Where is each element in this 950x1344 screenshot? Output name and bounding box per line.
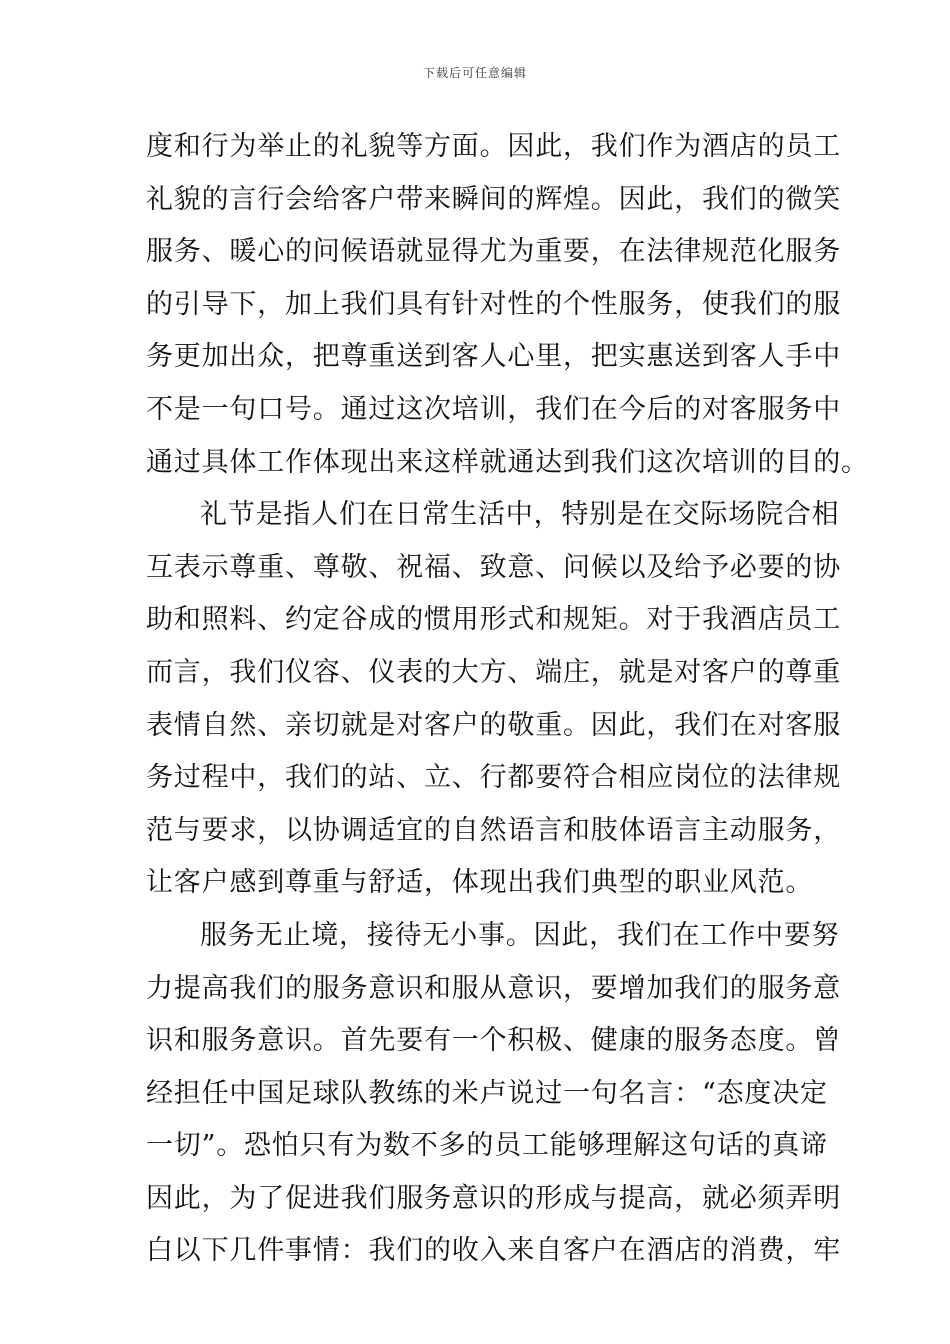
text-line: 服务、暖心的问候语就显得尤为重要，在法律规范化服务 <box>146 236 841 268</box>
text-line: 经担任中国足球队教练的米卢说过一句名言：“态度决定 <box>146 1077 828 1109</box>
document-body <box>146 121 869 1278</box>
text-line: 力提高我们的服务意识和服从意识，要增加我们的服务意 <box>146 972 841 1004</box>
text-line: 助和照料、约定谷成的惯用形式和规矩。对于我酒店员工 <box>146 604 841 636</box>
text-line: 不是一句口号。通过这次培训，我们在今后的对客服务中 <box>146 393 841 425</box>
text-line: 而言，我们仪容、仪表的大方、端庄，就是对客户的尊重 <box>146 656 841 688</box>
text-line: 识和服务意识。首先要有一个积极、健康的服务态度。曾 <box>146 1025 841 1057</box>
text-line: 白以下几件事情：我们的收入来自客户在酒店的消费，牢 <box>146 1235 841 1267</box>
text-line: 范与要求，以协调适宜的自然语言和肢体语言主动服务， <box>146 814 841 846</box>
text-line: 因此，为了促进我们服务意识的形成与提高，就必须弄明 <box>146 1182 841 1214</box>
text-line: 通过具体工作体现出来这样就通达到我们这次培训的目的。 <box>146 446 869 478</box>
text-line: 互表示尊重、尊敬、祝福、致意、问候以及给予必要的协 <box>146 551 841 583</box>
text-line: 度和行为举止的礼貌等方面。因此，我们作为酒店的员工 <box>146 131 841 162</box>
text-line: 务更加出众，把尊重送到客人心里，把实惠送到客人手中 <box>146 341 841 373</box>
text-line: 的引导下，加上我们具有针对性的个性服务，使我们的服 <box>146 288 841 320</box>
page-header: 下载后可任意编辑 <box>422 66 527 80</box>
text-line: 表情自然、亲切就是对客户的敬重。因此，我们在对客服 <box>146 709 841 741</box>
paragraph-first-line: 服务无止境，接待无小事。因此，我们在工作中要努 <box>200 919 840 951</box>
text-line: 礼貌的言行会给客户带来瞬间的辉煌。因此，我们的微笑 <box>146 183 841 215</box>
text-line: 务过程中，我们的站、立、行都要符合相应岗位的法律规 <box>146 762 841 794</box>
paragraph-first-line: 礼节是指人们在日常生活中，特别是在交际场院合相 <box>200 499 840 531</box>
text-line: 让客户感到尊重与舒适，体现出我们典型的职业风范。 <box>146 867 814 899</box>
text-line: 一切”。恐怕只有为数不多的员工能够理解这句话的真谛 <box>146 1130 828 1162</box>
